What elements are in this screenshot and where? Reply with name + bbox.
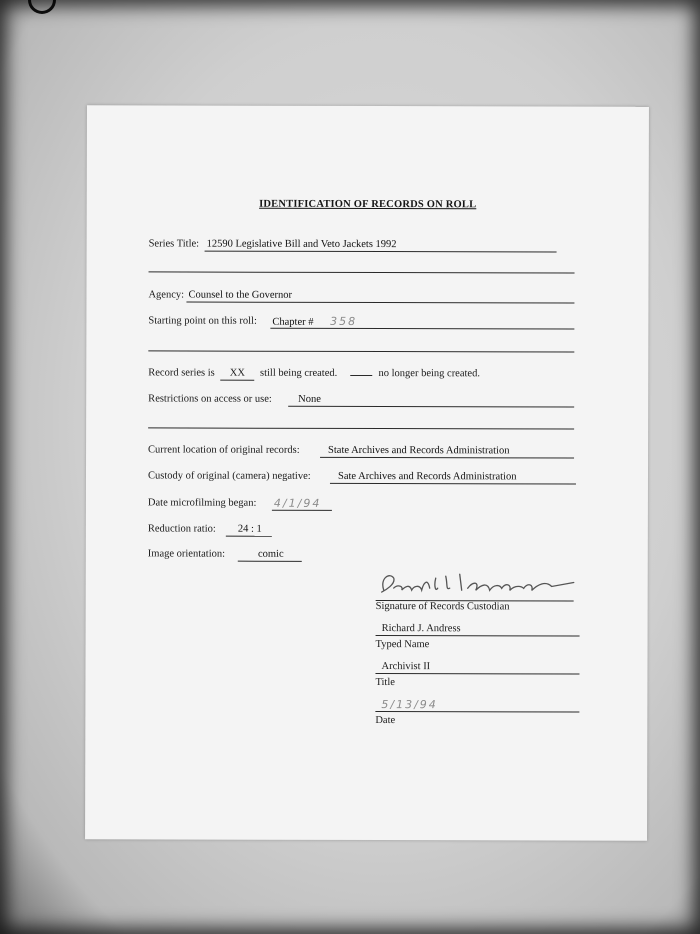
agency-label: Agency: (148, 289, 185, 301)
custody-label: Custody of original (camera) negative: (147, 470, 311, 482)
date-began-row (148, 497, 578, 512)
signature-label: Signature of Records Custodian (375, 601, 510, 613)
restrictions-label: Restrictions on access or use: (148, 393, 272, 405)
custody-row (148, 470, 578, 485)
orientation-row (148, 548, 578, 563)
no-longer-mark (350, 375, 372, 376)
record-series-label: Record series is (148, 367, 215, 379)
still-created-label: still being created. (259, 367, 338, 379)
no-longer-label: no longer being created. (378, 368, 480, 380)
series-title-label: Series Title: (148, 238, 200, 250)
starting-point-field (270, 316, 574, 330)
signature-line (376, 588, 574, 602)
agency-value: Counsel to the Governor (186, 290, 574, 304)
starting-point-label: Starting point on this roll: (148, 315, 257, 327)
typed-name-value: Richard J. Andress (376, 623, 580, 637)
date-began-handwritten: 4/1/94 (273, 496, 322, 510)
starting-point-row (148, 315, 578, 330)
form-title: IDENTIFICATION OF RECORDS ON ROLL (259, 198, 477, 211)
blank-line-2 (148, 350, 574, 352)
still-created-mark: XX (220, 368, 254, 381)
film-corner-mark (28, 0, 56, 14)
custody-value: Sate Archives and Records Administration (330, 471, 576, 485)
starting-point-handwritten: 358 (330, 314, 358, 328)
title-value: Archivist II (375, 661, 579, 675)
series-title-value: 12590 Legislative Bill and Veto Jackets 1992 (205, 239, 557, 253)
date-began-label: Date microfilming began: (147, 497, 257, 509)
signature-block (375, 568, 596, 819)
location-row (148, 444, 578, 459)
location-label: Current location of original records: (148, 444, 300, 456)
agency-row (148, 289, 578, 304)
title-label: Title (375, 677, 395, 689)
restrictions-value: None (288, 394, 574, 408)
blank-line-3 (148, 427, 574, 429)
starting-point-value: Chapter # (272, 316, 314, 328)
form-sheet (85, 105, 649, 840)
date-line (375, 699, 579, 713)
reduction-label: Reduction ratio: (147, 523, 216, 535)
orientation-value: comic (238, 549, 302, 562)
orientation-label: Image orientation: (147, 548, 226, 560)
blank-line-1 (149, 271, 575, 273)
series-title-row (149, 238, 579, 253)
record-series-row (148, 367, 578, 382)
reduction-value: 24 : 1 (226, 524, 272, 537)
restrictions-row (148, 393, 578, 408)
date-handwritten: 5/13/94 (381, 698, 438, 712)
date-began-field (272, 498, 332, 511)
reduction-row (148, 523, 578, 538)
typed-name-label: Typed Name (375, 639, 430, 651)
date-label: Date (375, 715, 396, 727)
location-value: State Archives and Records Administration (320, 445, 574, 459)
